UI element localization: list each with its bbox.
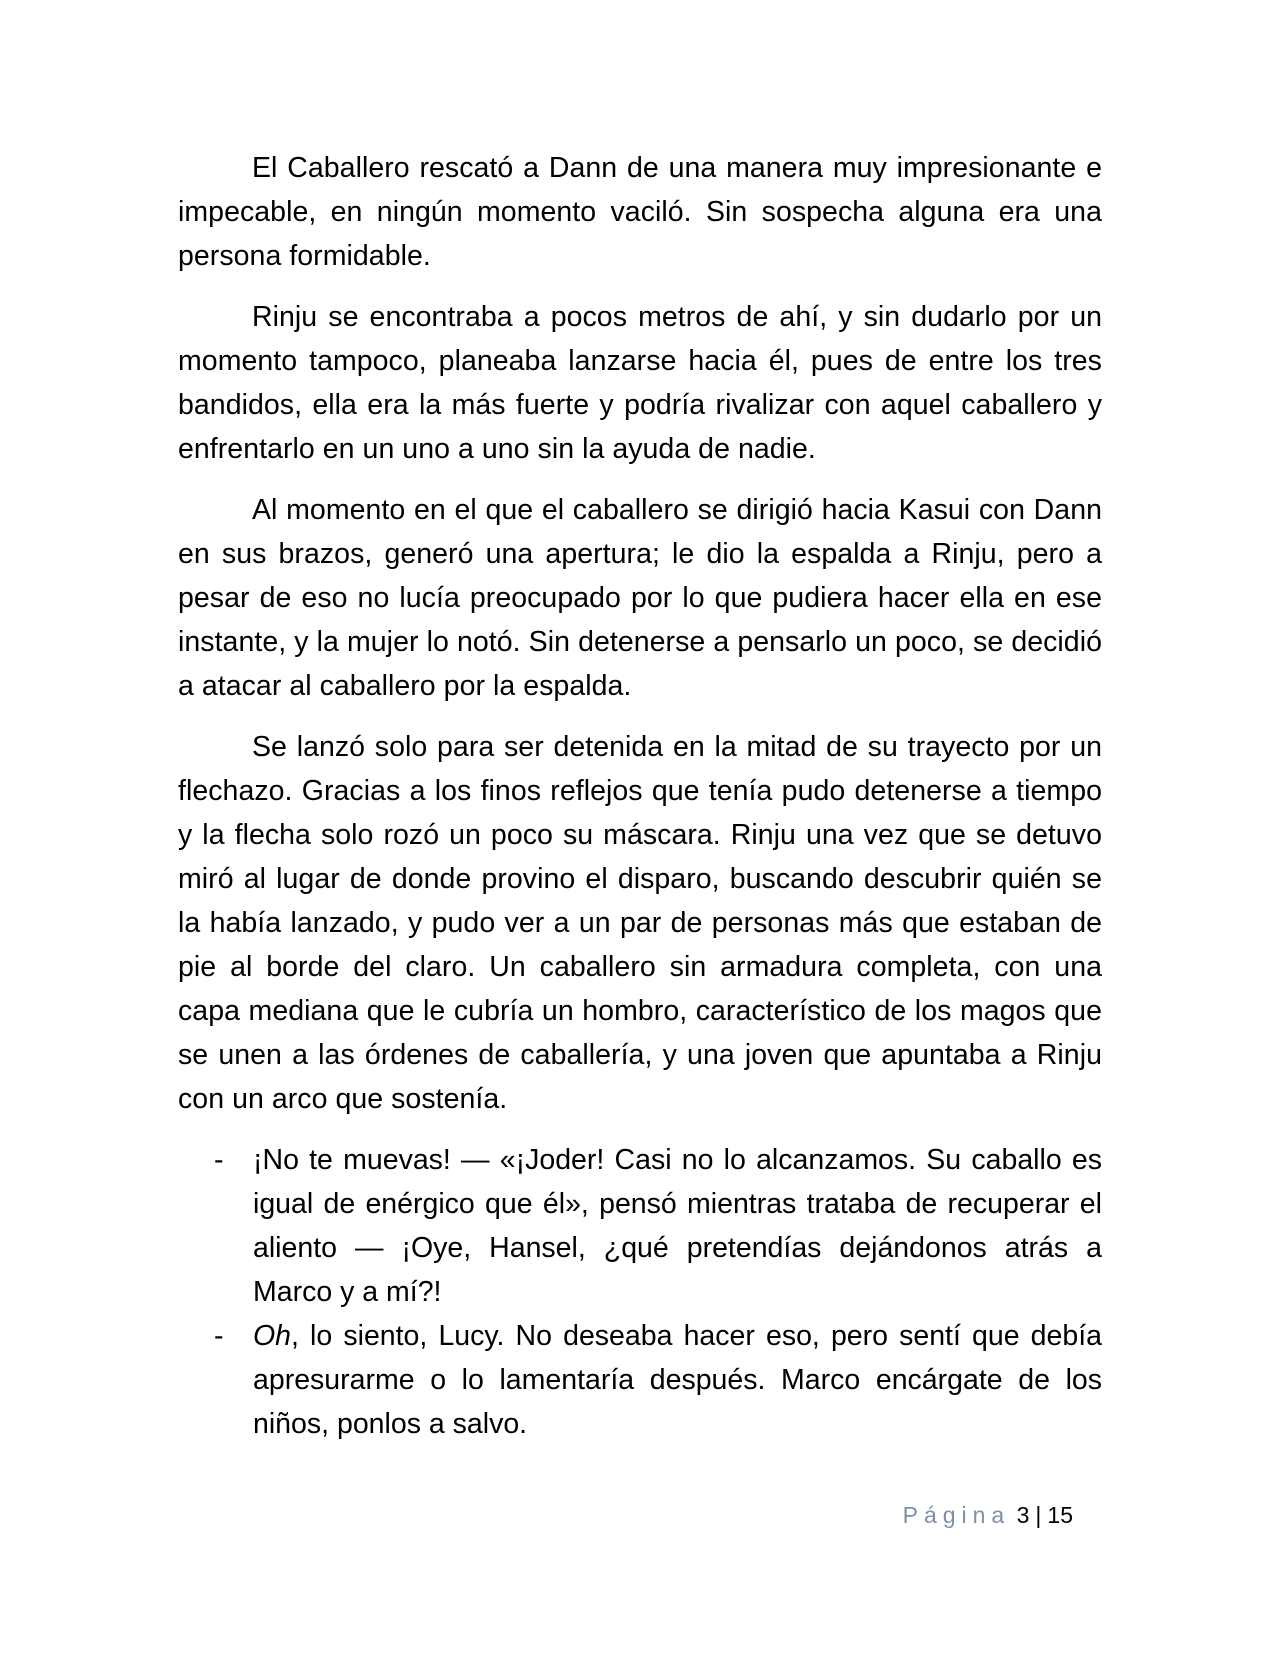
paragraph-1: El Caballero rescató a Dann de una manera muy impresionante e impecable, en ningún momento vaciló. Sin sospecha alguna era una persona formidable. [178, 152, 1102, 272]
paragraph-4: Se lanzó solo para ser detenida en la mitad de su trayecto por un flechazo. Gracias a los finos reflejos que tenía pudo detenerse a tiempo y la flecha solo rozó un poco su máscara. Rinju una vez que se detuvo miró al lugar de donde provino el disparo, buscando descubrir quién se la había lanzado, y pudo ver a un par de personas más que estaban de pie al borde del claro. Un caballero sin armadura completa, con una capa mediana que le cubría un hombro, característico de los magos que se unen a las órdenes de caballería, y una joven que apuntaba a Rinju con un arco que sostenía. [178, 731, 1102, 1115]
dialogue-italic-word: Oh [253, 1320, 292, 1352]
dialogue-list [178, 1138, 1102, 1446]
dialogue-text: ¡No te muevas! — «¡Joder! Casi no lo alcanzamos. Su caballo es igual de enérgico que él», pensó mientras trataba de recuperar el aliento — ¡Oye, Hansel, ¿qué pretendías dejándonos atrás a Marco y a mí?! [253, 1144, 1102, 1308]
document-page [178, 146, 1102, 1446]
dialogue-dash: - [214, 1144, 224, 1176]
page-footer [0, 1500, 1073, 1530]
dialogue-text: , lo siento, Lucy. No deseaba hacer eso, pero sentí que debía apresurarme o lo lamentaría después. Marco encárgate de los niños, ponlos a salvo. [253, 1320, 1102, 1440]
page-separator: | [1035, 1502, 1042, 1528]
dialogue-dash: - [214, 1320, 224, 1352]
paragraph-2: Rinju se encontraba a pocos metros de ahí, y sin dudarlo por un momento tampoco, planeaba lanzarse hacia él, pues de entre los tres bandidos, ella era la más fuerte y podría rivalizar con aquel caballero y enfrentarlo en un uno a uno sin la ayuda de nadie. [178, 301, 1102, 465]
page-number: 3 [1016, 1502, 1030, 1528]
dialogue-line-2 [178, 1314, 1102, 1446]
dialogue-line-1 [178, 1138, 1102, 1314]
page-total: 15 [1047, 1502, 1073, 1528]
paragraph-3: Al momento en el que el caballero se dirigió hacia Kasui con Dann en sus brazos, generó una apertura; le dio la espalda a Rinju, pero a pesar de eso no lucía preocupado por lo que pudiera hacer ella en ese instante, y la mujer lo notó. Sin detenerse a pensarlo un poco, se decidió a atacar al caballero por la espalda. [178, 494, 1102, 702]
page-label: Página [902, 1502, 1011, 1528]
